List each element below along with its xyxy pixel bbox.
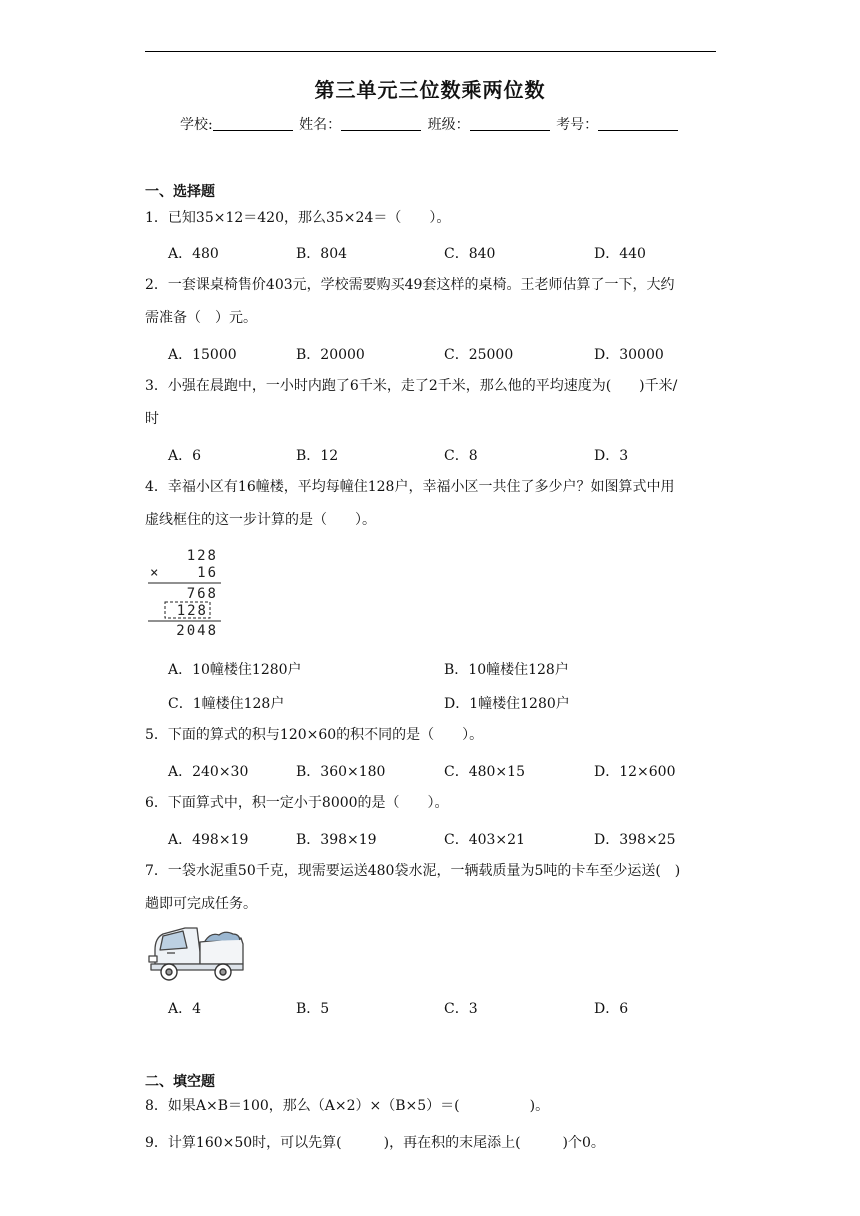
name-label: 姓名：: [299, 117, 342, 133]
option-d[interactable]: D．6: [594, 1001, 629, 1017]
question-9-text: 9．计算160×50时，可以先算( )，再在积的末尾添上( )个0。: [145, 1135, 605, 1151]
option-c[interactable]: C．840: [444, 246, 496, 262]
option-c[interactable]: C．8: [444, 448, 478, 464]
question-1-text: 1．已知35×12＝420，那么35×24＝（ ）。: [145, 210, 451, 226]
question-7-options: [168, 998, 728, 1018]
question-4-options-row-2: [168, 693, 728, 713]
section-title-fill: 二、填空题: [145, 1074, 215, 1090]
option-d[interactable]: D．398×25: [594, 832, 676, 848]
exam-no-blank[interactable]: [598, 116, 678, 131]
question-4-options-row-1: [168, 659, 728, 679]
option-c[interactable]: C．3: [444, 1001, 478, 1017]
multiplier: 16: [197, 565, 218, 581]
partial-product-1: 768: [186, 586, 218, 602]
student-info-line: [180, 114, 680, 134]
option-c[interactable]: C．25000: [444, 347, 514, 363]
question-3-line-1: 3．小强在晨跑中，一小时内跑了6千米，走了2千米，那么他的平均速度为( )千米/: [145, 378, 678, 394]
option-c[interactable]: C．480×15: [444, 764, 525, 780]
question-6-options: [168, 829, 728, 849]
exam-no-label: 考号：: [556, 117, 599, 133]
question-3-options: [168, 445, 728, 465]
class-label: 班级：: [427, 117, 470, 133]
question-1-options: [168, 243, 728, 263]
option-d[interactable]: D．3: [594, 448, 629, 464]
page-title: 第三单元三位数乘两位数: [314, 78, 546, 102]
vertical-multiplication-figure: [145, 546, 235, 636]
option-b[interactable]: B．5: [296, 1001, 330, 1017]
question-2-line-2: 需准备（ ）元。: [145, 310, 257, 326]
class-blank[interactable]: [470, 116, 550, 131]
name-blank[interactable]: [341, 116, 421, 131]
times-sign: ×: [150, 565, 161, 581]
option-b[interactable]: B．398×19: [296, 832, 377, 848]
section-title-choice: 一、选择题: [145, 184, 215, 200]
option-a[interactable]: A．4: [168, 1001, 202, 1017]
question-2-options: [168, 344, 728, 364]
question-7-line-1: 7．一袋水泥重50千克，现需要运送480袋水泥，一辆载质量为5吨的卡车至少运送( ): [145, 863, 681, 879]
header-rule: [145, 51, 716, 52]
option-d[interactable]: D．440: [594, 246, 646, 262]
option-b[interactable]: B．12: [296, 448, 339, 464]
question-8-text: 8．如果A×B＝100，那么（A×2）×（B×5）＝( )。: [145, 1098, 550, 1114]
option-b[interactable]: B．804: [296, 246, 348, 262]
question-4-line-1: 4．幸福小区有16幢楼，平均每幢住128户，幸福小区一共住了多少户？如图算式中用: [145, 479, 675, 495]
option-b[interactable]: B．360×180: [296, 764, 386, 780]
question-5-options: [168, 761, 728, 781]
multiplicand: 128: [186, 548, 218, 564]
option-a[interactable]: A．6: [168, 448, 202, 464]
question-2-line-1: 2．一套课桌椅售价403元，学校需要购买49套这样的桌椅。王老师估算了一下，大约: [145, 277, 675, 293]
option-c[interactable]: C．1幢楼住128户: [168, 696, 285, 712]
option-a[interactable]: A．480: [168, 246, 219, 262]
question-4-line-2: 虚线框住的这一步计算的是（ ）。: [145, 512, 376, 528]
option-a[interactable]: A．240×30: [168, 764, 249, 780]
option-d[interactable]: D．1幢楼住1280户: [444, 696, 570, 712]
question-2-text: [145, 269, 717, 335]
school-label: 学校:: [180, 117, 213, 133]
question-7-line-2: 趟即可完成任务。: [145, 896, 257, 912]
option-d[interactable]: D．30000: [594, 347, 664, 363]
question-3-line-2: 时: [145, 411, 159, 427]
question-7-text: [145, 855, 717, 921]
option-a[interactable]: A．498×19: [168, 832, 249, 848]
option-d[interactable]: D．12×600: [594, 764, 676, 780]
question-6-text: 6．下面算式中，积一定小于8000的是（ ）。: [145, 795, 449, 811]
option-a[interactable]: A．15000: [168, 347, 237, 363]
truck-illustration: [145, 922, 245, 984]
option-b[interactable]: B．10幢楼住128户: [444, 662, 569, 678]
option-a[interactable]: A．10幢楼住1280户: [168, 662, 302, 678]
school-blank[interactable]: [213, 116, 293, 131]
question-4-text: [145, 471, 717, 537]
question-5-text: 5．下面的算式的积与120×60的积不同的是（ ）。: [145, 727, 484, 743]
partial-product-2: 128: [176, 603, 208, 619]
option-c[interactable]: C．403×21: [444, 832, 525, 848]
product: 2048: [176, 623, 218, 636]
option-b[interactable]: B．20000: [296, 347, 365, 363]
question-3-text: [145, 370, 717, 436]
